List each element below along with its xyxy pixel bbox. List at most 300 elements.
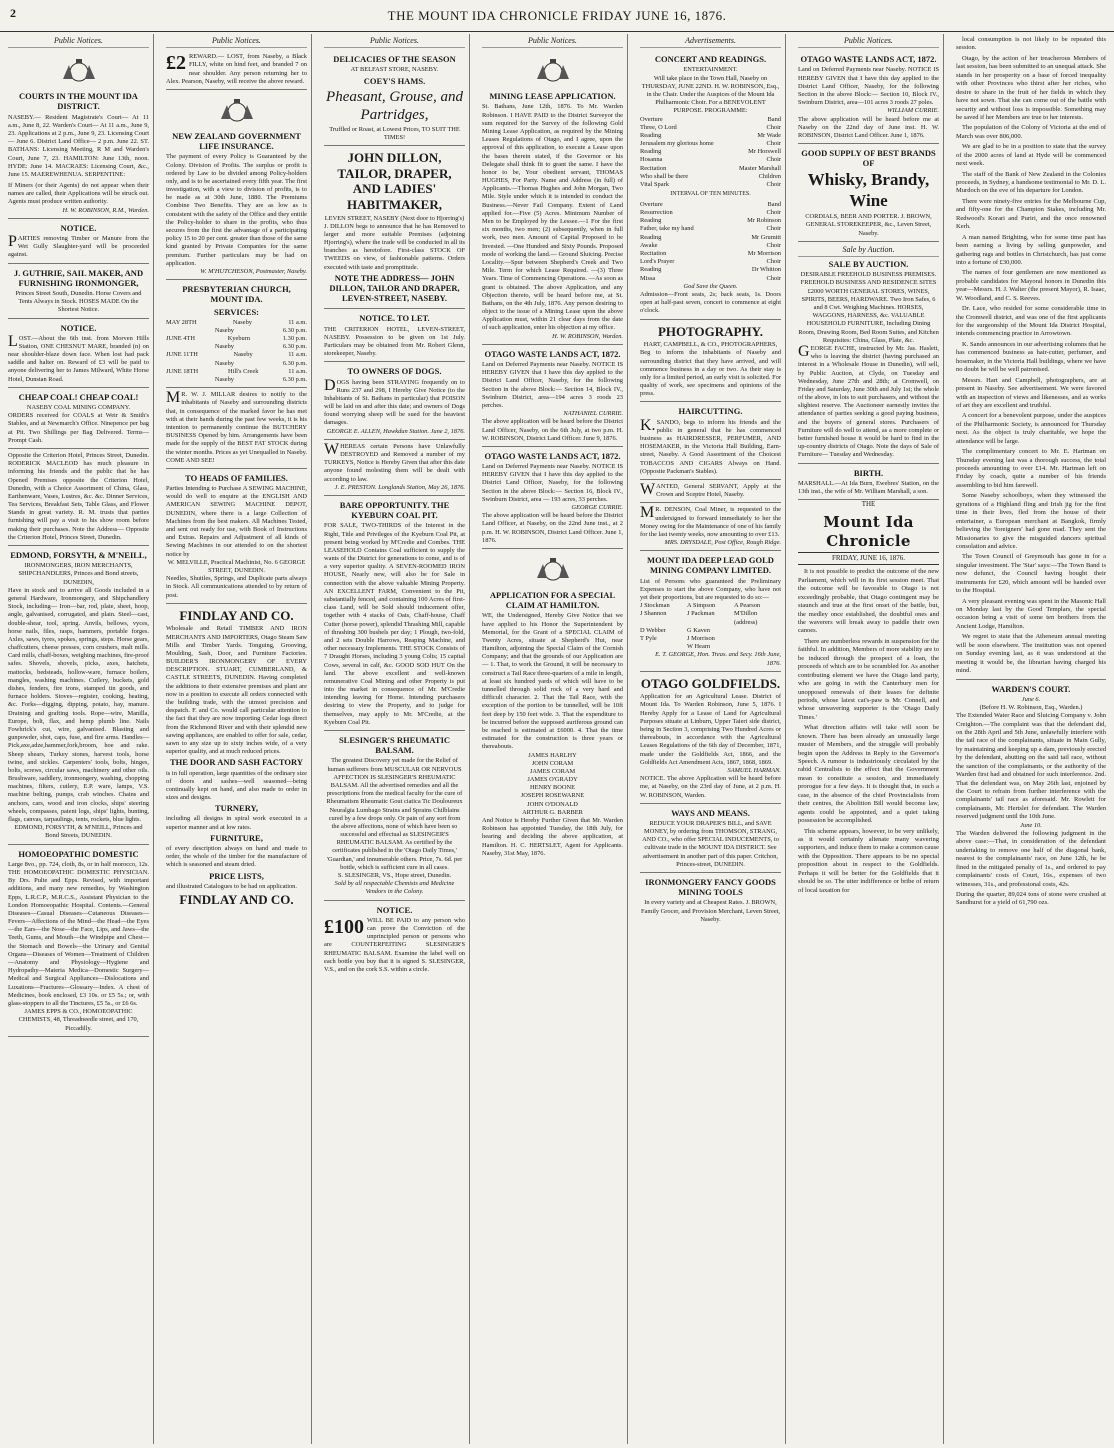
programme-performer: Choir [766, 241, 781, 249]
edmond-sign: EDMOND, FORSYTH, & M'NEILL, Princes and Bond Streets, DUNEDIN. [14, 824, 143, 840]
applicant-name: JOHN CORAM [531, 759, 574, 767]
programme-row [640, 181, 781, 189]
programme-performer: Band [767, 115, 781, 123]
programme-item: Three, O Lord [640, 123, 677, 131]
notice-title: NOTICE. [376, 904, 413, 915]
concert-title: CONCERT AND READINGS. [654, 54, 767, 65]
royal-crest-icon [8, 55, 149, 89]
service-place: Naseby [232, 318, 252, 326]
programme-item: Father, take my hand [640, 225, 694, 233]
sewing-body: Parties Intending to Purchase A SEWING MACHINE, would do well to enquire at the ENGLISH AND AMERICAN SEWING MACHINE DEPOT, DUNEDIN, where there is a large Collection of Machines from the best makers. All Machines Tested, and sent out ready for use, with Book of Instructions and Extras. Repairs and Adjustment of all kinds of Sewing Machines in our attended to on the shortest notice by [166, 485, 307, 558]
royal-crest-icon [482, 554, 623, 588]
news-paragraph: We are glad to be in a position to state that the survey of the 2000 acres of land at Hyde will be commenced next week. [956, 143, 1106, 168]
deep-lead-title: MOUNT IDA DEEP LEAD GOLD MINING COMPANY LIMITED. [647, 555, 774, 576]
concert-body: Will take place in the Town Hall, Naseby on THURSDAY, JUNE 22ND. H. W. ROBINSON, Esq., in the Chair. Under the Auspices of the Mount Ida Philharmonic Choir. For a BENEVOLENT PURPOSE. PROGRAMME: [641, 74, 780, 115]
service-time: 6.30 p.m. [282, 343, 307, 351]
insurance-title: NEW ZEALAND GOVERNMENT LIFE INSURANCE. [172, 130, 301, 152]
programme-item: Overture [640, 200, 663, 208]
courts-notice [8, 50, 149, 219]
goldfields-notice: NOTICE. The above Application will be heard before me, at Naseby, on the 23rd day of June, at 2 p.m. H. W. ROBINSON, Warden. [640, 775, 781, 799]
guarantor-name [734, 643, 781, 651]
findlay-sign: FINDLAY AND CO. [179, 891, 294, 907]
news-paragraph: We regret to state that the Atheneum annual meeting will be soon elsewhere. The institution was not opened on Sunday evening last, as it was understood at the meeting it would be, the librarian having charged his mind. [956, 633, 1106, 675]
service-place: Naseby [214, 359, 234, 367]
news-paragraph: A concert for a benevolent purpose, under the auspices of the Philharmonic Society, is announced for Thursday next. As the object is truly charitable, we hope the attendance will be large. [956, 412, 1106, 445]
brown-whisky-title: GOOD SUPPLY OF BEST BRANDS OF [801, 148, 936, 169]
denson-ad [640, 503, 781, 551]
mining-lease-sign: H. W. ROBINSON, Warden. [552, 332, 623, 340]
church-services-list [166, 319, 307, 385]
column-heading: Advertisements. [640, 36, 781, 48]
findlay-turnery-title: TURNERY, [214, 803, 259, 814]
programme-row [640, 209, 781, 217]
news-paragraph: The population of the Colony of Victoria at the end of March was over 806,000. [956, 124, 1106, 140]
programme-performer: Choir [766, 225, 781, 233]
editorial-paragraph: It is not possible to predict the outcome of the new Parliament, which will in its first session meet. That the outcome will be favorable to Otago is not exceedingly probable, that Otago contingent may be staunch and true at the first onset of the battle, but, the medley once established, the doubtful ones and the waverers will break away to paddle their own canoes. [798, 568, 939, 635]
wardens-court-case: The Extended Water Race and Sluicing Company v. John Creighton.—The complaint was that the defendant did, on the 28th April and 5th June, unlawfully interfere with the tail race of the complainants, situate in Main Gully, by maintaining and keeping up a dam, previously erected by the defendant, abutting on the said tail race, without the sanction of the complainants, or the authority of the Warden first had and obtained for such interference. 2nd. That the defendant was, on May 26th last, enjoined by the Court to refrain from further interference with the complainants' tail race as aforesaid. Mr. Rowlett for complainants, Mr. Hertslet for defendant. The Warden reserved judgment until the 10th June. [956, 712, 1106, 821]
reward-body: REWARD.— LOST, from Naseby, a Black FILLY, white on hind feet, and branded 7 on near shoulder. Any person returning her to Alex. Pearson, Naseby, will receive the above reward. [166, 53, 307, 85]
mining-lease-body: St. Bathans, June 12th, 1876. To Mr. Warden Robinson. I HAVE PAID to the District Surveyor the sum required for the Survey of the following Gold Mining Lease Application, as required by the Mining Leases Regulations of Otago, and I agree, upon the approval of this application, to execute a Lease upon the bases therein stated, if the Governor or his Delegate shall think fit to grant the same. I have the honor to be, Your obedient servant, THOMAS HUGHES, For Party. Name and Address (in full) of Applicants.—Thomas Hughes and John Morgan, Two Mile. Style under which it is intended to conduct the Business.—Never Fail Company. Extent of Land applied for.—Five (5) Acres. Minimum Number of Men to be Employed by the Lessee.—1 For the first six months, two men; (2) subsequently, when in full work, two men. Amount of Capital Proposed to be Invested. —One Hundred and Sixty Pounds. Proposed mode of working the land.— Ground Sluicing. Precise Locality.—Spur between Shepherd's Creek and Two Mile. Term for which Lease Required. —(3) Three Years. Time of Commencing Operations. —As soon as grant is obtained. The above Application, and any Objection thereto, will be heard before me, at St. Bathans, on the 4th July, 1876. Any person desiring to object to the issue of a Mining Lease upon the above Application must, within 21 clear days from the date of such application, enter his objection at my office. [482, 103, 623, 332]
service-place: Naseby [214, 376, 234, 384]
column-heading: Public Notices. [482, 36, 623, 48]
notice-body: LOST.—About the 6th inst. from Morven Hills Station, ONE CHESNUT MARE, branded (n) on near shoulder-blaze down face. When lost had pack saddle and halter on. Reward of £3 will be paid to anyone delivering her to James Milward, White Horse Hotel, Dunstan Road. [8, 332, 149, 383]
waste-lands-notice-1 [482, 345, 623, 447]
birth-title: BIRTH. [853, 467, 884, 478]
guthrie-title: J. GUTHRIE, SAIL MAKER, AND FURNISHING IRONMONGER, [13, 267, 144, 288]
column-heading: Public Notices. [324, 36, 465, 48]
turkeys-sign: J. E. PRESTON. Longlands Station, May 26, 1876. [334, 483, 465, 491]
guarantor-name: M'Dillon (address) [734, 610, 758, 626]
belfast-hams: COEY'S HAMS. [363, 75, 426, 86]
criterion-ad [324, 309, 465, 362]
news-paragraph: The complimentary concert to Mr. E. Hartman on Thursday evening last was a thorough success, the total proceeds amounting to over £14. Mr. Hartman left on Friday by coach, quite a number of his friends assembling to bid him farewell. [956, 448, 1106, 489]
auction-title: SALE BY AUCTION. [828, 259, 909, 270]
findlay-title: FINDLAY AND CO. [179, 607, 294, 623]
programme-row [640, 148, 781, 156]
programme-item: Hosanna [640, 156, 663, 164]
mining-lease-ad [482, 50, 623, 345]
news-paragraph: Some Naseby schoolboys, when they witnessed the gyrations of a Highland fling and Irish jig for the first time in their lives, fled from the house of their entertainer, a European merchant at Bangkok, firmly believing the 'foreigners' had gone mad. They sent the Missionaries to give the misguided dancers spiritual consolation and advice. [956, 492, 1106, 550]
programme-item: Jerusalem my glorious home [640, 140, 714, 148]
slesinger-extra: Sold by all respectable Chemists and Medicine Vendors in the Colony. [334, 880, 455, 896]
brown-ironmongery-body: In every variety and at Cheapest Rates. J. BROWN, Family Grocer, and Provision Merchant, Leven Street, Naseby. [640, 899, 781, 923]
programme-item: Recitation [640, 250, 667, 258]
column-4 [478, 34, 628, 1444]
news-paragraph: K. Sando announces in our advertising columns that he has commenced business as hair-cutter, perfumer, and hosemaker, in the Victoria Hall buildings, where we have no doubt he will be well patronised. [956, 340, 1106, 374]
turkeys-ad [324, 440, 465, 496]
programme-row [640, 275, 781, 283]
concert-programme-part-2 [640, 201, 781, 283]
brown-whisky-ad [798, 144, 939, 242]
waste-lands-title: OTAGO WASTE LANDS ACT, 1872. [800, 54, 937, 65]
programme-row [640, 116, 781, 124]
notice-body: PARTIES removing Timber or Manure from the Wet Gully Slaughter-yard will be proceeded against. [8, 233, 149, 259]
brown-whisky-headline: Whisky, Brandy, Wine [807, 170, 930, 210]
service-row [166, 343, 307, 351]
editorial-body [798, 568, 939, 895]
special-claim-footer: And Notice is Hereby Further Given that Mr. Warden Robinson has appointed Tuesday, the 18th July, for hearing and deciding the above application, at Hamilton. H. C. HERTSLET, Agent for Applicants. Naseby, 31st May, 1876. [482, 817, 623, 857]
guarantor-name: D Webber [640, 626, 666, 634]
belfast-extra: Truffled or Roast, at Lowest Prices, TO SUIT THE TIMES! [329, 125, 460, 141]
programme-row [640, 201, 781, 209]
waste-lands-footer: The above application will be heard before the District Land Officer, at Naseby, on the 22nd June inst., at 2 p.m. H. W. ROBINSON, District Land Officer. June 1, 1876. [482, 512, 623, 544]
fache-body: GEORGE FACHE, instructed by Mr. Jas. Haslett, who is leaving the district (having purchased an interest in a Wholesale House in Dunedin), will sell, by Public Auction, at Clyde, on Tuesday and Wednesday, June 27th and 28th; at Cromwell, on Friday and Saturday, June 30th and July 1st; the whole of the above, in lots to suit purchasers, and without the slightest reserve. The Auctioneer earnestly invites the attendance of parties seeking a good paying business, and the buyers of general stores. Purchasers of Furniture will do well to attend, as a more complete or better furnished house it would be hard to find in the up-country districts of Otago. Note the days of Sale of Furniture— Tuesday and Wednesday. [798, 342, 939, 459]
programme-row [640, 132, 781, 140]
service-time: 11 a.m. [288, 318, 307, 326]
guarantor-name: T Pyle [640, 634, 657, 642]
brown-whisky-body: CORDIALS, BEER AND PORTER. J. BROWN, GENERAL STOREKEEPER, &c., Leven Street, Naseby. [805, 213, 932, 237]
news-paragraph: There were ninety-five entries for the Melbourne Cup, and fifty-one for the Champion Stakes, including Mr. Redwood's Korari and Puriri, and the once renowned Kerh. [956, 197, 1106, 231]
edmond-ad [8, 546, 149, 845]
programme-row [640, 225, 781, 233]
coal-title: CHEAP COAL! CHEAP COAL! [18, 391, 139, 402]
turkeys-body: WHEREAS certain Persons have Unlawfully DESTROYED and Removed a number of my TURKEYS, Notice is Hereby Given that after this date anyone found molesting them will be dealt with according to law. [324, 440, 465, 483]
programme-item: Who shall be there [640, 172, 689, 180]
dogs-ad [324, 362, 465, 440]
waste-lands-title: OTAGO WASTE LANDS ACT, 1872. [484, 348, 621, 359]
church-title: PRESBYTERIAN CHURCH, MOUNT IDA. [182, 284, 291, 305]
coal-body: ORDERS received for COALS at Weir & Smith's Stables, and at Newmarch's Office. Ninepence per bag at Pit. Two Shillings per Bag Delivered. Terms—Prompt Cash. [8, 412, 149, 444]
sewing-sign: W. MELVILLE, Practical Machinist, No. 6 GEORGE STREET, DUNEDIN. [167, 558, 306, 574]
waste-lands-notice-3 [798, 50, 939, 144]
programme-row [640, 266, 781, 274]
column-7 [952, 34, 1110, 1444]
dillon-address: NOTE THE ADDRESS— JOHN DILLON, TAILOR AND DRAPER, LEVEN-STREET, NASEBY. [329, 272, 460, 304]
programme-row [640, 156, 781, 164]
guarantor-name [734, 635, 781, 643]
sewing-title: TO HEADS OF FAMILIES. [185, 472, 288, 483]
criterion-body: THE CRITERION HOTEL, LEVEN-STREET, NASEBY. Possession to be given on 1st July. Particulars may be obtained from Mr. Robert Glenn, storekeeper, Naseby. [324, 325, 465, 358]
programme-item: Reading [640, 266, 662, 274]
concert-footer: Admission—Front seats, 2s; back seats, 1s. Doors open at half-past seven, concert to commence at eight o'clock. [640, 290, 781, 315]
slesinger-ad [324, 731, 465, 901]
waste-lands-body: Land on Deferred Payments near Naseby. NOTICE IS HEREBY GIVEN that I have this day applied to the District Land Officer, Naseby, for the following Section in the above Block:— Section 14, Block IV., Swinburn District, area—194 acres 3 roods 23 perches. [482, 361, 623, 409]
denson-body: MR. DENSON, Coal Miner, is requested to the undersigned to forward immediately to her the Money owing for the Maintenance of one of his family for the last twenty weeks, now amounting to over £13. [640, 504, 781, 538]
page-number: 2 [10, 6, 16, 20]
belfast-game: Pheasant, Grouse, and Partridges, [326, 88, 463, 123]
programme-row [640, 124, 781, 132]
service-row [166, 368, 307, 376]
mining-lease-title: MINING LEASE APPLICATION. [489, 91, 616, 102]
editorial-paragraph: What direction affairs will take will soon be known. There has been already an unusually large muster of Members, and the struggle will probably begin upon the Address in Reply to the Governor's Speech. A rumour is industriously circulated by the rabid Centralists to the effect that the Government mean to constitute a session, and immediately prorogue for a few days. It is thought that, in such a case, in the absence of the chief Provincialists from their centres, the Abolition Bill would become law, agents could be appointed, and a quiet taking possession be accomplished. [798, 724, 939, 825]
slesinger-body: The greatest Discovery yet made for the Relief of human sufferers from MUSCULAR OR NERVOUS AFFECTION IS SLESINGER'S RHEUMATIC BALSAM. All the advertised remedies and all the prescriptions from the medical faculty for the cure of Rheumatism Rheumatic Gout ciatica Tic Douloureux Neuralgia Lumbago Strains and Sprains Chilblains cured by a few drops only. Or pain of any sort from the above affections, none of which have been so successful and effectual as SLESINGER'S RHEUMATIC BALSAM. As certified by the certificates published in the 'Otago Daily Times,' 'Guardian,' and innumerable others. Price, 7s. 6d. per bottle, which is sufficient cure in all cases. [326, 757, 463, 871]
belfast-ad [324, 50, 465, 146]
programme-row [640, 173, 781, 181]
servant-ad [640, 480, 781, 503]
sewing-ad [166, 469, 307, 604]
notice-100-amount: £100 [324, 915, 364, 938]
guarantor-name: J Packman [687, 610, 715, 618]
denson-sign: MRS. DRYSDALE, Post Office, Rough Ridge. [664, 539, 781, 547]
deep-lead-body: List of Persons who guaranteed the Preliminary Expenses to start the above Company, who have not yet their proportions, but are requested to do so:— [640, 577, 781, 601]
programme-item: Reading [640, 217, 662, 225]
service-date: JUNE 4TH [166, 335, 195, 343]
wardens-court-title: WARDEN'S COURT. [991, 683, 1071, 694]
programme-row [640, 258, 781, 266]
programme-item: Lord's Prayer [640, 258, 675, 266]
waste-lands-sign: NATHANIEL CURRIE. [563, 410, 623, 418]
guarantor-name: J Shannon [640, 610, 667, 618]
programme-item: Resurrection [640, 209, 673, 217]
programme-item: Reading [640, 233, 662, 241]
programme-performer: Choir [766, 156, 781, 164]
belfast-subtitle: AT BELFAST STORE, NASEBY. [350, 66, 439, 74]
news-paragraph: The names of four gentlemen are now mentioned as probable candidates for Mayoral honors in Dunedin this year—Messrs. H. J. Walter (the present Mayor), R. Isaac, W. Woodland, and C. S. Reeves. [956, 269, 1106, 302]
photography-ad [640, 320, 781, 403]
programme-performer: Choir [766, 140, 781, 148]
brown-ironmongery-title: IRONMONGERY FANCY GOODS MINING TOOLS [645, 877, 776, 898]
programme-performer: Children [758, 172, 781, 180]
reward-ad [166, 50, 307, 90]
programme-performer: Choir [766, 123, 781, 131]
deep-lead-sign: E. T. GEORGE, Hon. Treas. and Secy. 16th June, 1876. [655, 651, 781, 667]
service-place: Naseby [214, 343, 234, 351]
notice-100-body: WILL BE PAID to any person who can prove the Conviction of the unprincipled person or persons who are COUNTERFEITING SLESINGER'S RHEUMATIC BALSAM. Examine the label well on each bottle you buy that it is signed S. SLESINGER, V.S., and on the cork S.S. within a circle. [324, 916, 465, 973]
dogs-body: DOGS having been STRAYING frequently on to Runs 237 and 298, I Hereby Give Notice (to the Inhabitants of St. Bathans in particular) that POISON will be laid on and after this date; and owners of Dogs found worrying sheep will be sued for the heaviest damages. [324, 376, 465, 427]
masthead [0, 0, 1114, 32]
programme-row [640, 242, 781, 250]
concert-programme-part-1 [640, 116, 781, 190]
column-heading: Public Notices. [166, 36, 307, 48]
service-place: Naseby [214, 326, 234, 334]
waste-lands-footer: The above application will be heard before me at Naseby on the 22nd day of June inst. H. W. ROBINSON, District Land Officer. June 1, 1876. [798, 115, 939, 139]
concert-close: God Save the Queen. [683, 282, 738, 290]
programme-performer: Mr Morrison [747, 250, 781, 258]
edmond-subtitle: IRONMONGERS, IRON MERCHANTS, SHIPCHANDLERS, Princes and Bond streets, DUNEDIN, [18, 562, 139, 586]
waste-lands-body: Land on Deferred Payments near Naseby. NOTICE IS HEREBY GIVEN that I have this day applied to the District Land Officer, Naseby, for the following Section in the above Block:— Section 16, Block IV., Swinburn District, area — 193 acres, 33 perches. [482, 463, 623, 503]
programme-performer: Mr Wade [757, 131, 781, 139]
service-time: 6.30 p.m. [282, 359, 307, 367]
auction-heading: Sale by Auction. [798, 245, 939, 257]
applicant-name: ARTHUR G. BARBER [522, 808, 583, 816]
programme-performer: Mr Robinson [747, 217, 781, 225]
notice-timber [8, 219, 149, 264]
royal-crest-icon [482, 55, 623, 89]
service-row [166, 319, 307, 327]
millar-body: MR. W. J. MILLAR desires to notify to the inhabitants of Naseby and surrounding districts that, in consequence of the marked favor he has met with at their hands during the past few weeks, it is his intention to permanently continue the BUTCHERY BUSINESS Opened by him. Arrangements have been made for the supply of the BEST FAT STOCK during the winter months. Prices as yet Unequalled in Naseby. COME AND SEE! [166, 389, 307, 464]
slesinger-sign: S. SLESINGER, VS., Hope street, Dunedin. [337, 872, 452, 880]
courts-note: If Miners (or their Agents) do not appear when their names are called, their Applications will be struck out. Agents must produce written authority. [8, 182, 149, 206]
news-paragraph: Messrs. Hart and Campbell, photographers, are at present in Naseby. See advertisement. We were favored with an inspection of views and likenesses, and as works of art they are excellent and truthful. [956, 376, 1106, 409]
dillon-body: J. DILLON begs to announce that he has Removed to larger and more suitable Premises (adjoining Hjorring's), where the trade will be conducted in all its branches as heretofore. First-class STOCK OF TWEEDS on view, of fashionable patterns. Orders executed with taste and promptitude. [324, 222, 465, 271]
service-date: MAY 28TH [166, 318, 197, 326]
special-claim-body: WE, the Undersigned, Hereby Give Notice that we have applied to his Honor the Superintendent by Memorial, for the Grant of a SPECIAL CLAIM of Twenty Acres, situate at Shepherd's Hut, near Hamilton, adjoining the Special Claim of the Cornish Company; and that the grounds of our Application are— 1. That, to work the Ground, it will be necessary to construct a Tail Race three-quarters of a mile in length, at least six hundred yards of which will have to be tunnelled through solid rock of a very hard and difficult character. 2. That the Tail Race, with the exception of the portion to be tunnelled, will be 10ft feet deep by 150 feet wide. 3. That the expenditure to be incurred before the supposed auriferous ground can be reached is estimated at £6000. 4. That the time estimated for the construction is three years or thereabouts. [482, 612, 623, 751]
findlay-furniture-body: of every description always on hand and made to order, the whole of the timber for the manufacture of which is seasoned and steam dried. [166, 845, 307, 869]
dogs-sign: GEORGE E. ALLEN, Hawkdun Station. June 2, 1876. [326, 427, 465, 435]
programme-performer: Dr Whitton [751, 266, 781, 274]
waste-lands-sign: WILLIAM CURRIE. [887, 107, 939, 115]
guarantor-name: A Pearson [734, 602, 761, 610]
service-row [166, 351, 307, 359]
deep-lead-names [640, 602, 781, 651]
service-time: 6.30 p.m. [282, 326, 307, 334]
insurance-body: The payment of every Policy is Guaranteed by the Colony. Division of Profits. The surplus or profit is ordered by Law to be divided among Policy-holders only, and is to be ascertained every fifth year. The first investigation, with a view to division of profits, is to be made as at 30th June, 1880. The Premiums Combine Two Benefits. They are as low as is consistent with the safety of the Office and they entitle the Policy-holder to share in the profits, who thus secures from the first the advantage of a participating policy 15 to 20 per cent. greater than those of the same kind granted by Private Companies for the same premium. Further particulars may be had on application. [166, 153, 307, 267]
programme-row [640, 234, 781, 242]
guarantor-name: J Morrison [687, 634, 715, 642]
homeopathic-ad [8, 845, 149, 1037]
service-place: Kyeburn [227, 335, 251, 343]
wardens-court-presiding: (Before H. W. Robinson, Esq., Warden.) [979, 703, 1083, 711]
programme-item: Missa [640, 274, 656, 282]
dillon-subtitle: LEVEN STREET, NASEBY (Next door to Hjorring's) [324, 214, 465, 222]
applicant-name: JAMES CORAM [529, 767, 576, 775]
birth-notice [798, 464, 939, 501]
service-row [166, 360, 307, 368]
slesinger-title: SLESINGER'S RHEUMATIC BALSAM. [338, 735, 451, 756]
programme-performer: Choir [766, 274, 781, 282]
programme-performer: Master Marshall [738, 164, 781, 172]
brown-ironmongery-ad [640, 873, 781, 927]
notice-title: NOTICE. [60, 222, 97, 233]
goldfields-ad [640, 672, 781, 804]
church-ad [166, 280, 307, 388]
service-row [166, 376, 307, 384]
birth-body: MARSHALL.—At Ida Burn, Ewebres' Station, on the 13th inst., the wife of Mr. William Marshall, a son. [798, 479, 939, 495]
goldfields-body: Application for an Agricultural Lease. District of Mount Ida. To Warden Robinson, June 5, 1876. I Hereby Apply for a Lease of Land for Agricultural Purposes situate at Linburn, Upper Taieri side district, being in Section 3, comprising Two Hundred Acres or thereabouts, in accordance with the Agricultural Leases Regulations of the 6th day of December, 1871, made under the Goldfields Act, 1866, and the Goldfields Act Amendment Acts, 1867, 1868, 1869. [640, 693, 781, 766]
wardens-court-judgment: The Warden delivered the following judgment in the above case:—That, in consideration of the defendant undertaking to remove one half of the diagonal bank, nearest to the complainants' race, on June 12th, he be fined in the mitigated penalty of 1s., and ordered to pay complainants' costs of Court, 16s., expenses of two witnesses, 31s., and professional costs, 42s. [956, 829, 1106, 888]
findlay-factory-title: THE DOOR AND SASH FACTORY [169, 757, 304, 768]
column-3 [320, 34, 470, 1444]
deep-lead-ad [640, 551, 781, 671]
concert-interval: INTERVAL OF TEN MINUTES. [670, 191, 751, 198]
programme-item: Overture [640, 115, 663, 123]
newspaper-columns [4, 34, 1110, 1444]
service-place: Hill's Creek [227, 367, 259, 375]
thomson-ad [640, 804, 781, 873]
edmond-title: EDMOND, FORSYTH, & M'NEILL, [10, 550, 147, 561]
servant-body: WANTED, General SERVANT, Apply at the Crown and Sceptre Hotel, Naseby. [640, 480, 781, 499]
service-time: 11 a.m. [288, 351, 307, 359]
programme-item: Reading [640, 148, 662, 156]
guarantor-name: A Simpson [687, 602, 716, 610]
news-paragraph: A very pleasant evening was spent in the Masonic Hall on Monday last by the Good Templars, the special occasion being a visit of some ten brothers from the Ancient Lodge, Hamilton. [956, 597, 1106, 630]
findlay-ad [166, 604, 307, 913]
news-paragraph: A man named Brighting, who for some time past has been earning a living by selling gunpowder, and gathering rags and bottles in Christchurch, has just come into a fortune of £30,000. [956, 233, 1106, 266]
sando-title: HAIRCUTTING. [678, 406, 743, 417]
programme-performer: Mr Horswell [748, 148, 781, 156]
applicant-name: JOHN O'DONALD [527, 800, 578, 808]
guarantor-name: W Hearn [687, 643, 711, 651]
dillon-ad [324, 146, 465, 309]
editorial-continued [956, 36, 1106, 676]
programme-item: Reading [640, 131, 662, 139]
sewing-extra: Needles, Shuttles, Springs, and Duplicate parts always in Stock. All communications attended to by return of post. [166, 575, 307, 599]
paper-the: THE [861, 500, 876, 509]
programme-item: Vital Spark [640, 181, 669, 189]
kyeburn-ad [324, 496, 465, 731]
newspaper-title: THE MOUNT IDA CHRONICLE FRIDAY JUNE 16, 1876. [387, 8, 727, 23]
programme-performer: Choir [766, 258, 781, 266]
special-claim-names [482, 752, 623, 818]
programme-row [640, 217, 781, 225]
wardens-court-date: June 10. [1020, 821, 1042, 829]
applicant-name: JAMES O'GRADY [527, 776, 578, 784]
editorial-paragraph: There are numberless rewards in suspension for the faithful. In addition, Members of more stability are to be induced through the prospect of a loan, the proceeds of which are to be scrambled for. As another contributing element we have the Otago land party, who are going in with the Canterbury men for unopposed renewals of their leases for definite periods, whose latest cat's-paw is Mr. Connell, and whose unwavering supporter is the 'Otago Daily Times.' [798, 637, 939, 721]
concert-subtitle: ENTERTAINMENT. [683, 66, 738, 74]
notice-title: NOTICE. [60, 322, 97, 333]
editorial [798, 500, 939, 895]
edmond-body: Have in stock and to arrive all Goods included in a general Hardware, Ironmongery, and Shipchandlery Stock, including— Iron—bar, rod, plate, sheet, hoop, angle, galvanised, corrugated, and plain. Steel—cast, double-shear, tool, spring. Anvils, bellows, vyces, horse nails, files, rasps, hammers, portable forges. Axles, saws, tyres, spokes, springs, steps. Horse gears, chaffcutters, cheese presses, corn crushers, malt mills. Card mills, chaff-boxes, weighing machines, fire-proof safes. Shovels, shovels, picks, axes, hatchets, mattocks, bedsteads, hollow-ware, furnace boilers, mangles, washing machines. Cutlery, buckets, gold dishes, fenders, fire irons, stamped tin goods, and furnace holders. Stoves—register, cooking, heating, &c. Forks—digging, dipping, potato, hay, manure. Draining and grafting tools. Rope—wire, Manilla, Europe, bolt, flax, and hemp plumb line. Nails Fowhrick's cut, wire, galvanised. Blasting and gunpowder, shot, caps, fuse, and fire arms. Handles—Pick,axe,adze,hammer,fork,broom, hoe and rake. Sheep shears, Turkey stones, harvest tools, horse twine, and sickles. Carpenters' tools, bolts, hinges, bolts, screws, circular saws, machinery and other oils. Brushware, saddlery, ironmongery, washing, chopping machines, filters, cutlery, E.P. ware, lamps, V.S. machine belting, pumps, crab winches. Chains and anchors, cars, wood and iron clocks, ships' steering wheels, compasses, patent logs, ships' lights, bunting, flags, canvas, tarpaulings, tents, rockets, blue lights. [8, 586, 149, 824]
special-claim-title: APPLICATION FOR A SPECIAL CLAIM AT HAMILTON. [489, 589, 616, 611]
news-paragraph: Dr. Lace, who resided for some considerable time in the Cromwell district, and was one of the first applicants for the surgeonship of the Mount Ida District Hospital, intends commencing practice in Arrowtown. [956, 305, 1106, 338]
wardens-court-date: June 6. [1021, 695, 1041, 703]
applicant-name: JAMES HARLHY [528, 751, 577, 759]
courts-title: COURTS IN THE MOUNT IDA DISTRICT. [19, 91, 138, 112]
waste-lands-sign: GEORGE CURRIE. [571, 504, 623, 512]
news-paragraph: Otago, by the action of her treacherous Members of last session, has been submitted to an unequal attack. She stands in her prosperity on a base of forced inequality with other Provinces who thirst after her riches, who desire to share in the fruit of her fields in which they have not sown. That she can come out of the battle with security and without loss is impossible. Something may be saved if her Members are true to her interests. [956, 54, 1106, 121]
programme-performer: Band [767, 200, 781, 208]
programme-performer: Mr Grumitt [751, 233, 781, 241]
paper-title: Mount Ida Chronicle [823, 513, 914, 551]
goldfields-sign: SAMUEL HARMAN. [727, 766, 781, 774]
applicant-name: JOSEPH ROSEWARNE [520, 792, 585, 800]
programme-row [640, 250, 781, 258]
goldfields-title: OTAGO GOLDFIELDS. [640, 675, 781, 691]
homeopathic-title: HOMOEOPATHIC DOMESTIC [18, 848, 139, 859]
royal-crest-icon [166, 95, 307, 129]
macleod-ad [8, 449, 149, 546]
guarantor-name [734, 627, 781, 635]
column-5 [636, 34, 786, 1444]
guarantor-name: G Kaven [687, 626, 710, 634]
programme-performer: Choir [766, 181, 781, 189]
applicant-name: HENRY BOONE [529, 784, 576, 792]
column-6 [794, 34, 944, 1444]
findlay-factory-body: is in full operation, large quantities of the ordinary size of doors and sashes—well seasoned—being continually kept on hand, and also made to order in sizes and designs. [166, 769, 307, 802]
findlay-furniture-title: FURNITURE, [210, 832, 263, 843]
column-heading: Public Notices. [798, 36, 939, 48]
guarantor-name: J Stockman [640, 602, 670, 610]
sando-body: K.SANDO, begs to inform his friends and the public in general that he has commenced business as HAIRDRESSER, PERFUMER, AND HOSEMAKER, in the Victoria Hall Building, Earn-street, Naseby. A Good Assortment of the Choicest TOBACCOS AND CIGARS Always on Hand. (Opposite Packman's Stables). [640, 416, 781, 475]
findlay-body: Wholesale and Retail TIMBER AND IRON MERCHANTS AND IMPORTERS, Otago Steam Saw Mills and Timber Yards. Tonguing, Grooving, Moulding, Sash, Door, and Furniture Factories. BUILDER'S IRONMONGERY OF EVERY DESCRIPTION. STUART, CUMBERLAND, & CASTLE STREETS, DUNEDIN. Having completed the additions to their extensive premises and plant are now in a position to execute all orders connected with the building trade, with the utmost precision and despatch. F. and Co. would call particular attention to the fact that they are now importing Cedar logs direct from the Richmond River and with their splendid new sawing appliances, are enabled to offer for sale, cedar, sawn to any size up to sixty inches wide, of a very superior quality, and at much reduced prices. [166, 625, 307, 756]
macleod-body: Opposite the Criterion Hotel, Princes Street, Dunedin. RODERICK MACLEOD has much pleasure in informing his friends and the public that he has Opened Premises opposite the Criterion Hotel, Dunedin, with a Choice Assortment of China, Glass, Earthenware, Vases, Lustres, &c. &c. Dinner Services, Tea Services, Breakfast Sets, Table Glass, and Flower Stands in great variety. R. M. trusts that parties furnishing will pay a visit to his show room before making their purchases. Note the Address— Opposite the Criterion Hotel, Princes Street, Dunedin. [8, 451, 149, 541]
belfast-title: DELICACIES OF THE SEASON [333, 54, 456, 65]
column-2 [162, 34, 312, 1444]
column-1 [4, 34, 154, 1444]
wardens-court-report [956, 679, 1106, 911]
kyeburn-title: BARE OPPORTUNITY. THE KYEBURN COAL PIT. [339, 499, 450, 521]
coal-subtitle: NASEBY COAL MINING COMPANY. [26, 404, 131, 412]
programme-row [640, 165, 781, 173]
service-time: 1.30 p.m. [282, 335, 307, 343]
news-paragraph: The Town Council of Greymouth has gone in for a singular investment. The 'Star' says:—The Town Band is now defunct, the Council having bought their instruments for £20, which amount will be handed over to the Hospital. [956, 553, 1106, 595]
insurance-sign: W. M'HUTCHESON, Postmaster, Naseby. [200, 267, 307, 275]
auction-ad [798, 242, 939, 464]
column-heading: Public Notices. [8, 36, 149, 48]
church-subtitle: SERVICES: [213, 306, 260, 317]
programme-row [640, 140, 781, 148]
sandhurst-note: During the quarter, 89,024 tons of stone were crushed at Sandhurst for a yield of 61,790 ozs. [956, 891, 1106, 907]
thomson-title: WAYS AND MEANS. [671, 807, 750, 818]
service-row [166, 335, 307, 343]
service-row [166, 327, 307, 335]
news-paragraph: local consumption is not likely to be repeated this session. [956, 36, 1106, 52]
auction-body: DESIRABLE FREEHOLD BUSINESS PREMISES. FREEHOLD BUSINESS AND RESIDENCE SITES £2000 WORTH GENERAL STORES, WINES, SPIRITS, BEERS, HARDWARE. Two Iron Safes, 6 and 8 Cwt. Weighing Machines. HORSES, WAGGONS, HARNESS, &c. VALUABLE HOUSEHOLD FURNITURE, Including Dining Room, Drawing Room, Bed Room Suites, and Kitchen Requisites: China, Glass, Plate, &c. [798, 271, 939, 344]
news-paragraph: The staff of the Bank of New Zealand in the Colonies proceeds, in Sydney, a handsome testimonial to Mr. D. L. Murdoch on the eve of his departure for London. [956, 170, 1106, 195]
service-date: JUNE 18TH [166, 367, 199, 375]
findlay-pricelists-body: and illustrated Catalogues to be had on application. [166, 882, 297, 890]
programme-item: Awake [640, 241, 658, 249]
notice-100-ad [324, 901, 465, 978]
courts-sign: H. W. ROBINSON, R.M., Warden. [62, 206, 149, 214]
programme-item: Recitation [640, 164, 667, 172]
service-time: 6.30 p.m. [282, 376, 307, 384]
guthrie-ad [8, 264, 149, 319]
photography-body: Beg to inform the inhabitants of Naseby and surrounding district that they have arrived, and will commence business in a day or two. As their stay is only for a limited period, an early visit is solicited. For quality of work, see specimens and opinions of the press. [640, 349, 781, 398]
dogs-title: TO OWNERS OF DOGS. [347, 366, 442, 377]
reward-amount: £2 [166, 52, 186, 75]
kyeburn-body: FOR SALE, TWO-THIRDS of the Interest in the Right, Title and Privileges of the Kyeburn Coal Pit, at present being worked by M'Credie and Combes. THE LEASEHOLD Contains Coal sufficient to supply the wants of the District for generations to come, and is of a very superior quality. A SEVEN-ROOMED IRON HOUSE, Nearly new, will also be for Sale in connection with the above valuable Mining Property. AN EXCELLENT FARM, Convenient to the Pit, substantially fenced, and containing 100 Acres of first-class Land, will be Sold should inducement offer, together with 4 stacks of Oats, Chaff-house, Chaff Cutter (horse power), splendid Thrashing Mill, capable of thrashing 300 bushels per day; 1 Plough, two-fold, and 2 sets Double Harrows, Reaping Machine, and other necessary Implements. THE STOCK Consists of 7 Draught Horses, including 3 young Colts; 15 capital Cows, several in calf, &c. GOOD SOD HUT On the land. The above excellent and well-known remunerative Coal Mining and other Property is put into the market in consequence of Mr. M'Credie intending leaving for Home. Intending purchasers desiring to view the Property, and to judge for themselves, may apply to Mr. M'Credie, at the Kyeburn Coal Pit. [324, 522, 465, 726]
